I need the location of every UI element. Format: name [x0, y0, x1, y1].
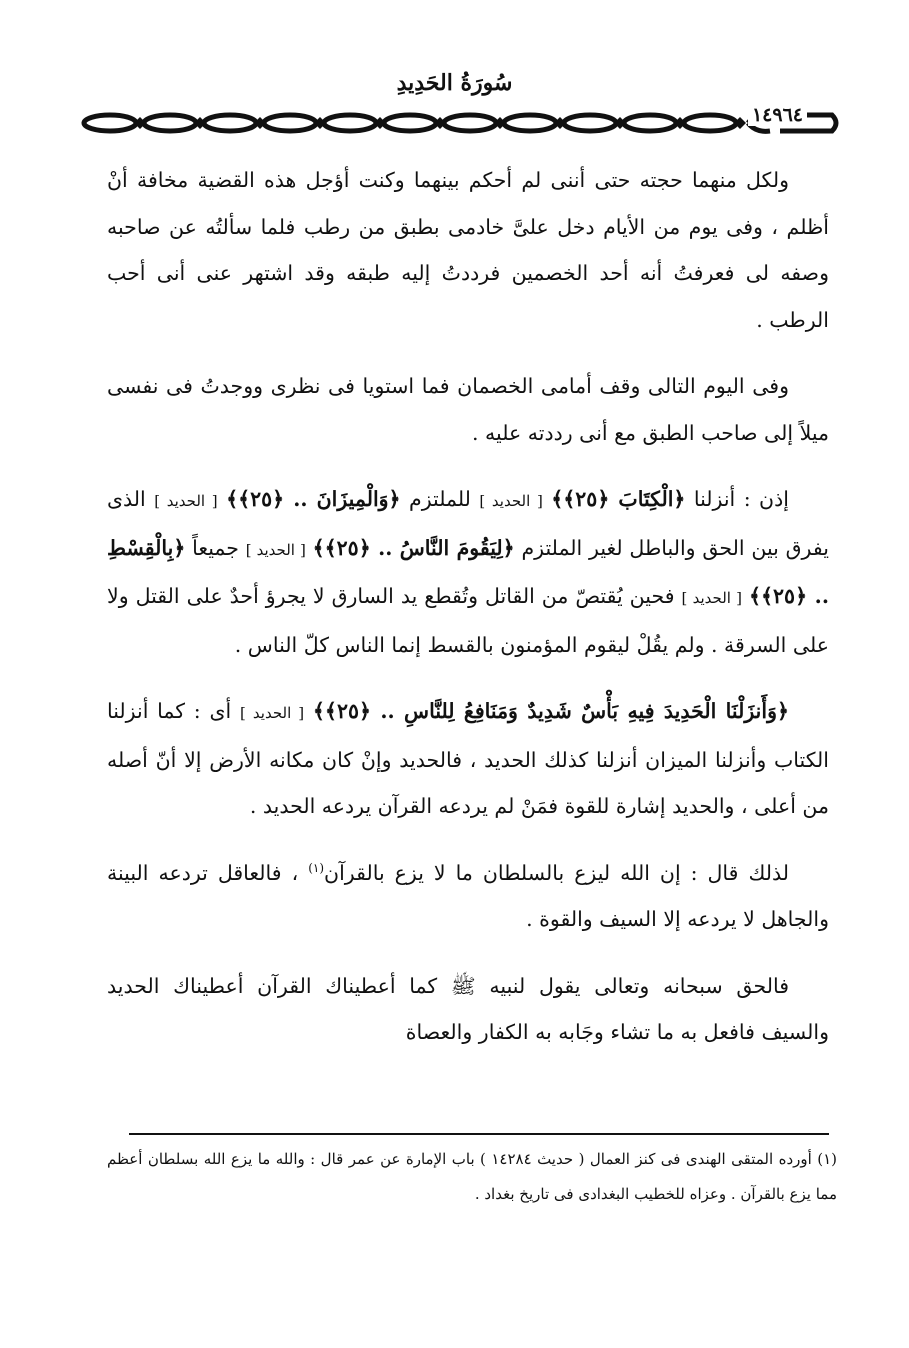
paragraph-5: [107, 850, 829, 943]
quran-verse: ﴿لِيَقُومَ النَّاسُ .. ﴿٢٥﴾﴾: [312, 535, 515, 560]
paragraph-1: [107, 157, 829, 343]
text-run: جميعاً: [192, 535, 239, 560]
quran-verse: ﴿الْكِتَابَ ﴿٢٥﴾﴾: [551, 487, 686, 511]
paragraph-text: ولكل منهما حجته حتى أننى لم أحكم بينهما وكنت أؤجل هذه القضية مخافة أنْ أظلم ، وفى يوم من الأيام دخل علىَّ خادمى بطبق من رطب فلما سألتُه عن صاحبه وصفه لى فعرفتُ أنه أحد الخصمين فرددتُ إليه طبقه وقد اشتهر عنى أنى أحب الرطب .: [107, 168, 829, 332]
surah-reference: [ الحديد ]: [479, 492, 543, 510]
quran-verse: ﴿بِالْقِسْطِ .. ﴿٢٥﴾﴾: [107, 535, 829, 608]
footnote-marker[interactable]: (١): [308, 860, 325, 875]
surah-reference: [ الحديد ]: [681, 589, 743, 607]
surah-title: سُورَةُ الحَدِيدِ: [396, 70, 513, 96]
paragraph-6: [107, 963, 829, 1056]
paragraph-2: [107, 363, 829, 456]
footnote-separator: [129, 1133, 829, 1135]
paragraph-text: فالحق سبحانه وتعالى يقول لنبيه ﷺ كما أعطيناك القرآن أعطيناك الحديد والسيف فافعل به ما تشاء وجَابه به الكفار والعصاة: [107, 973, 829, 1044]
text-run: إذن : أنزلنا: [693, 487, 789, 511]
quran-verse: ﴿وَالْمِيزَانَ .. ﴿٢٥﴾﴾: [226, 487, 401, 511]
main-text: [107, 157, 829, 1076]
ornamental-header-band: [80, 103, 842, 143]
text-run: الذى يفرق بين الحق والباطل لغير الملتزم: [107, 487, 829, 560]
text-run: ، فالعاقل تردعه البينة والجاهل لا يردعه إلا السيف والقوة .: [107, 860, 829, 931]
footnote: (١) أورده المتقى الهندى فى كنز العمال ( حديث ١٤٢٨٤ ) باب الإمارة عن عمر قال : والله ما يزع الله بسلطان أعظم مما يزع بالقرآن . وعزاه للخطيب البغدادى فى تاريخ بغداد .: [107, 1150, 837, 1203]
surah-reference: [ الحديد ]: [154, 492, 218, 510]
text-run: أى : كما أنزلنا الكتاب وأنزلنا الميزان أنزلنا كذلك الحديد ، فالحديد وإنْ كان مكانه الأرض إلا أنّ أصله من أعلى ، والحديد إشارة للقوة فمَنْ لم يردعه القرآن يردعه الحديد .: [107, 699, 829, 818]
page-number: ١٤٩٦٤: [748, 104, 807, 126]
text-run: لذلك قال : إن الله ليزع بالسلطان ما لا يزع بالقرآن: [324, 860, 789, 885]
paragraph-4: [107, 688, 829, 830]
paragraph-text: وفى اليوم التالى وقف أمامى الخصمان فما استويا فى نظرى ووجدتُ فى نفسى ميلاً إلى صاحب الطبق مع أنى رددته عليه .: [107, 374, 829, 445]
surah-reference: [ الحديد ]: [240, 704, 305, 722]
text-run: للملتزم: [409, 487, 471, 511]
text-run: فحين يُقتصّ من القاتل وتُقطع يد السارق لا يجرؤ أحدٌ على القتل ولا على السرقة . ولم يقُلْ ليقوم المؤمنون بالقسط إنما الناس كلّ الناس .: [107, 584, 829, 657]
surah-reference: [ الحديد ]: [245, 540, 306, 559]
paragraph-3: [107, 476, 829, 668]
quran-verse: ﴿وَأَنزَلْنَا الْحَدِيدَ فِيهِ بَأْسٌ شَدِيدٌ وَمَنَافِعُ لِلنَّاسِ .. ﴿٢٥﴾﴾: [312, 699, 789, 723]
